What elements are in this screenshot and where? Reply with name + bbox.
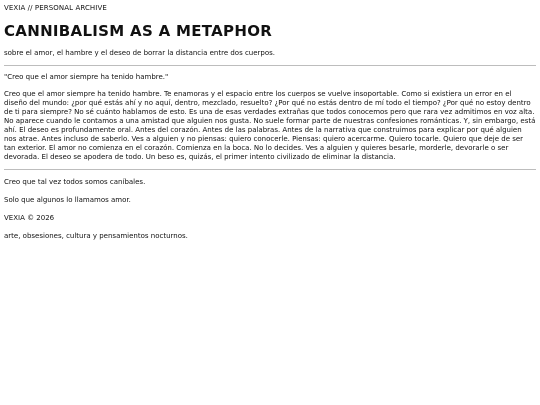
- site-tagline: arte, obsesiones, cultura y pensamientos nocturnos.: [4, 232, 188, 240]
- pull-quote: "Creo que el amor siempre ha tenido hambre.": [4, 73, 169, 81]
- copyright-text: VEXIA © 2026: [4, 214, 55, 222]
- archive-label: VEXIA // PERSONAL ARCHIVE: [4, 4, 107, 12]
- closing-line-1: Creo que tal vez todos somos caníbales.: [4, 178, 146, 186]
- article-paragraph: Creo que el amor siempre ha tenido hambre. Te enamoras y el espacio entre los cuerpos se vuelve insoportable. Como si existiera un error en el diseño del mundo: ¿por qué estás ahí y no aquí, dentro, mezclado, resuelto? ¿Por qué no estás dentro de mí todo el tiempo? ¿Por qué no estoy dentro de ti para siempre? No sé cuánto hablamos de esto. Es una de esas verdades extrañas que todos conocemos pero que rara vez admitimos en voz alta. No aparece cuando le contamos a una amistad que alguien nos gusta. No suele formar parte de nuestras confesiones románticas. Y, sin embargo, está ahí. El deseo es profundamente oral. Antes del corazón. Antes de las palabras. Antes de la narrativa que construimos para explicar por qué alguien nos atrae. Antes incluso de saberlo. Ves a alguien y no piensas: quiero conocerle. Piensas: quiero acercarme. Quiero tocarle. Quiero que deje de ser tan exterior. El amor no comienza en el corazón. Comienza en la boca. No lo decides. Ves a alguien y quieres besarle, morderle, devorarle o ser devorada. El deseo se apodera de todo. Un beso es, quizás, el primer intento civilizado de eliminar la distancia.: [4, 90, 536, 161]
- bottom-divider: [4, 169, 536, 170]
- page-subtitle: sobre el amor, el hambre y el deseo de borrar la distancia entre dos cuerpos.: [4, 49, 276, 57]
- top-divider: [4, 65, 536, 66]
- closing-line-2: Solo que algunos lo llamamos amor.: [4, 196, 131, 204]
- page-title: CANNIBALISM AS A METAPHOR: [4, 22, 273, 40]
